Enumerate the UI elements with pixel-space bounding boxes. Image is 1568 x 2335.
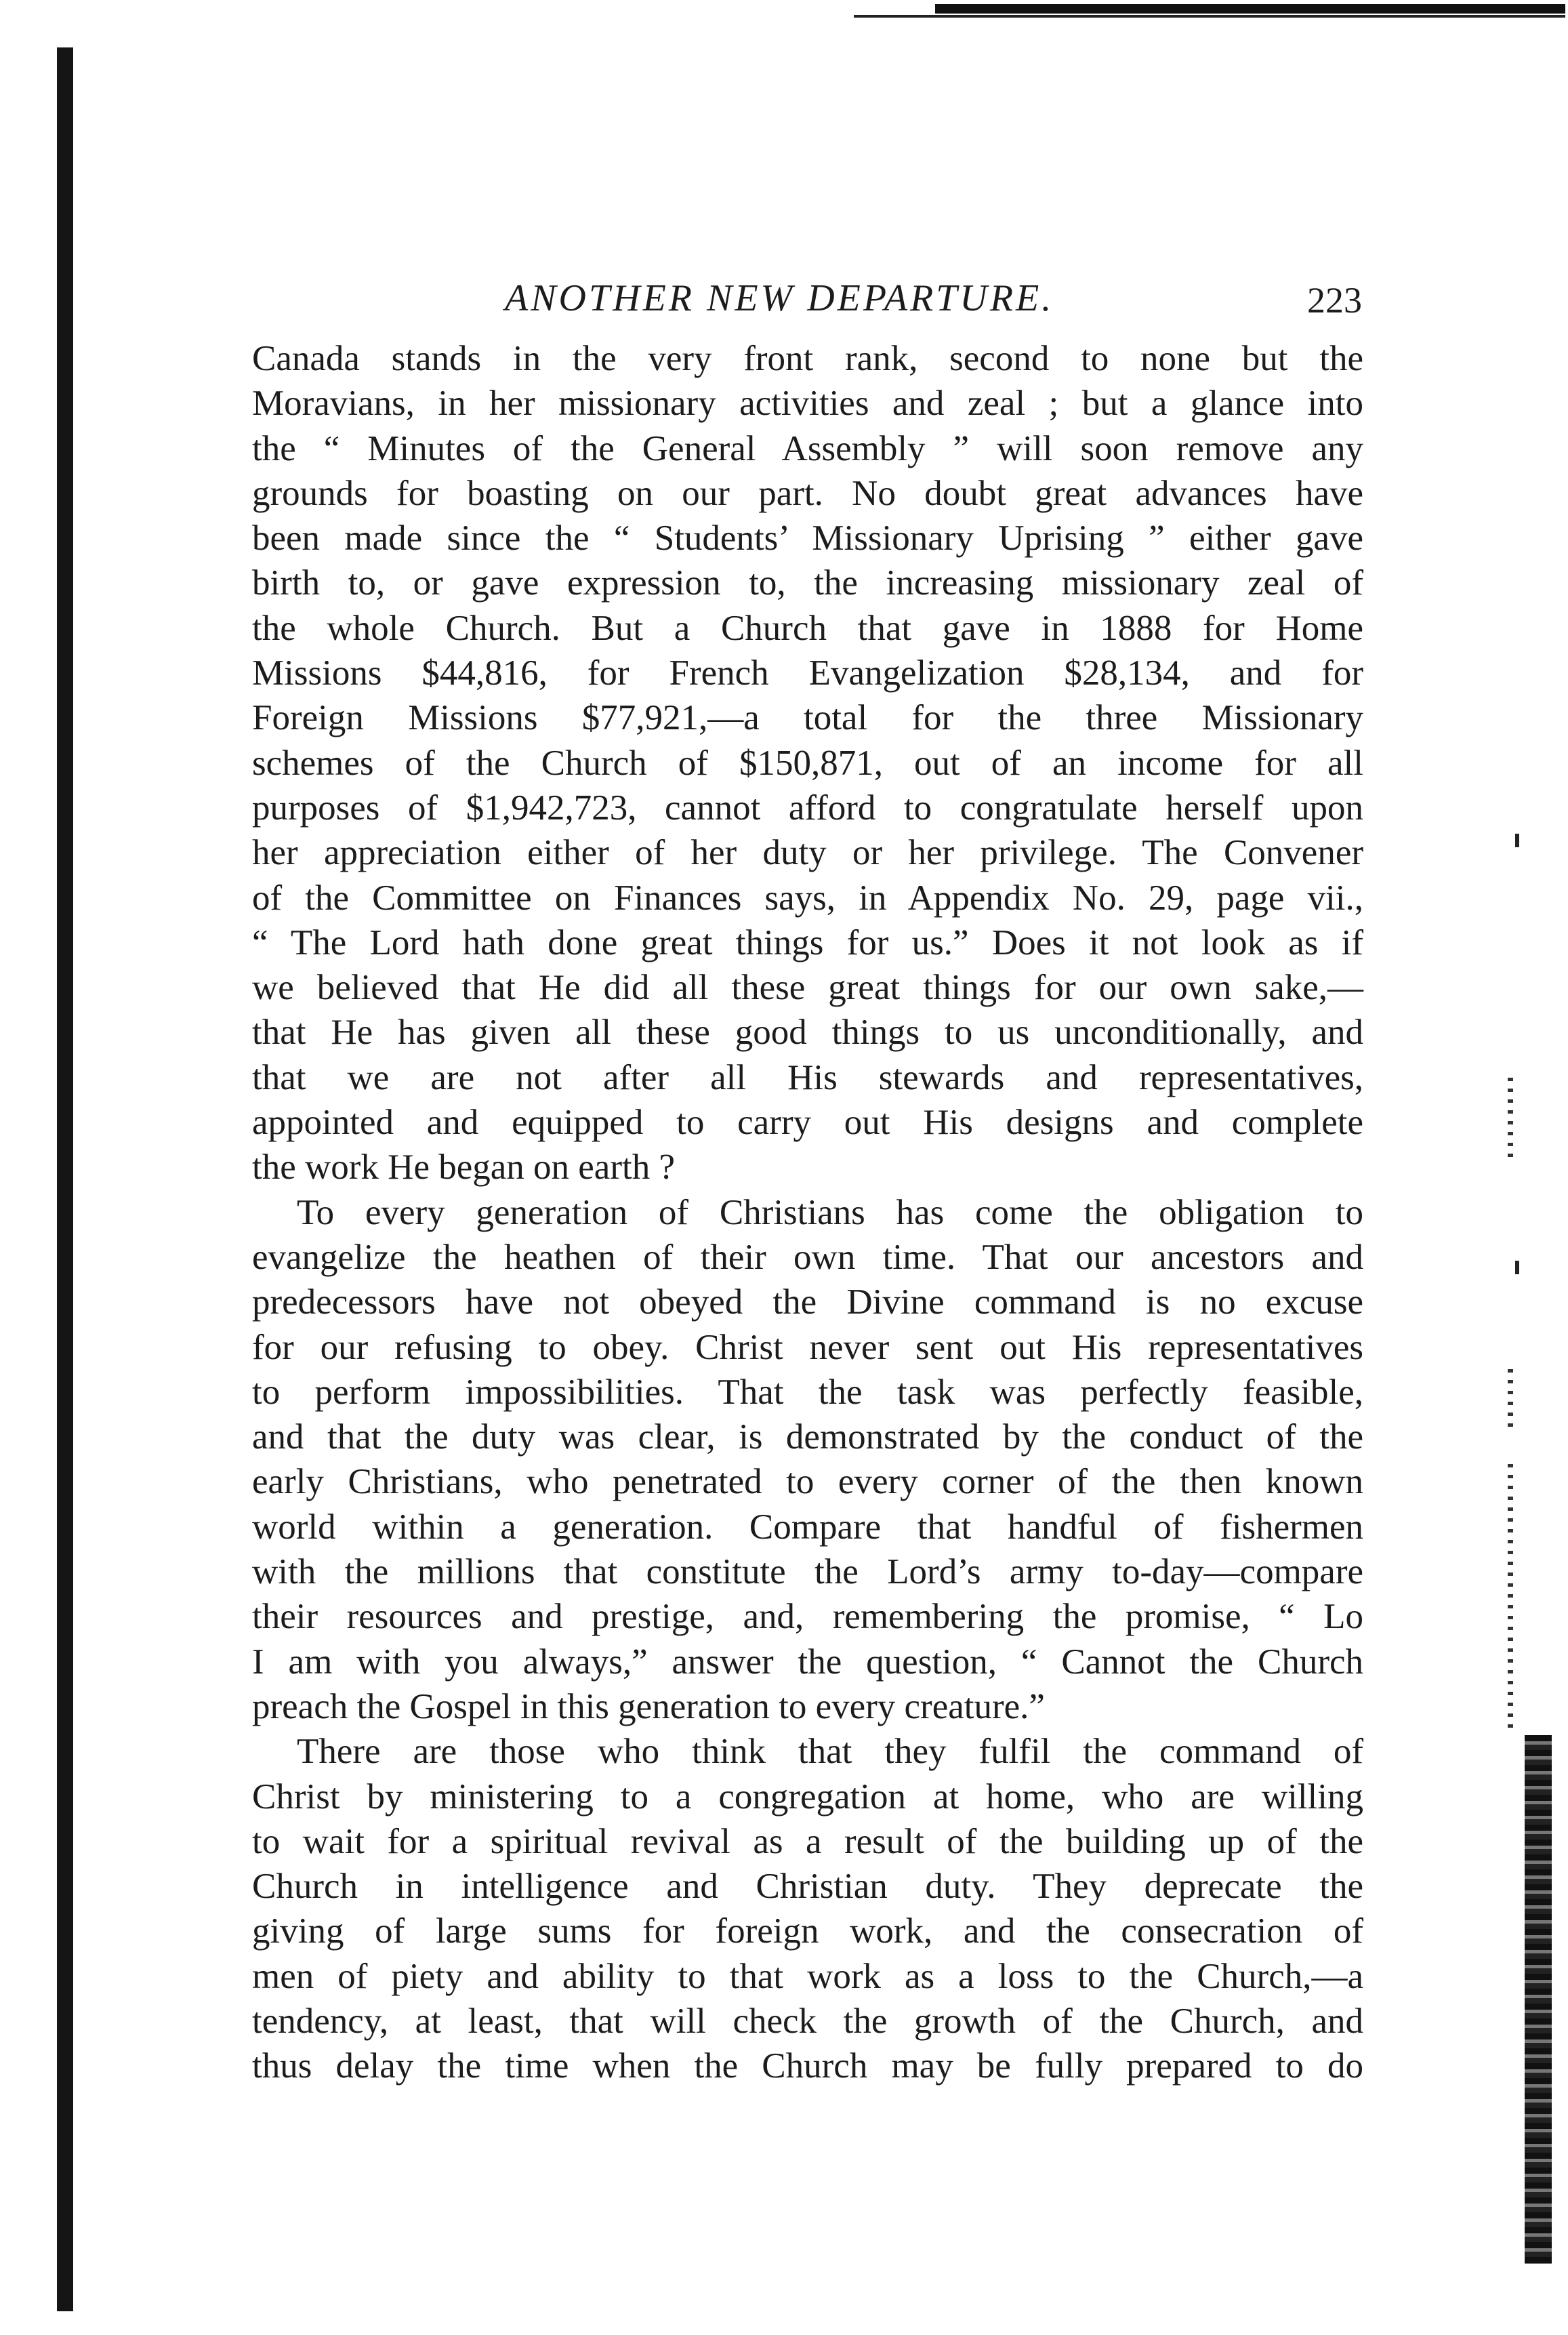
text-line: early Christians, who penetrated to every corner of the then known: [252, 1462, 1363, 1502]
page-number: 223: [1307, 280, 1362, 321]
text-line: “ The Lord hath done great things for us.” Does it not look as if: [252, 922, 1363, 962]
text-line: to wait for a spiritual revival as a result of the building up of the: [252, 1821, 1363, 1861]
text-line: their resources and prestige, and, remembering the promise, “ Lo: [252, 1597, 1363, 1637]
text-line: and that the duty was clear, is demonstrated by the conduct of the: [252, 1417, 1363, 1457]
text-line: thus delay the time when the Church may be fully prepared to do: [252, 2046, 1363, 2086]
text-line: for our refusing to obey. Christ never sent out His representatives: [252, 1327, 1363, 1367]
text-line: been made since the “ Students’ Missionary Uprising ” either gave: [252, 519, 1363, 559]
text-line: Moravians, in her missionary activities and zeal ; but a glance into: [252, 384, 1363, 424]
paragraph: [252, 1729, 1363, 2088]
text-line: evangelize the heathen of their own time. That our ancestors and: [252, 1237, 1363, 1277]
text-line: grounds for boasting on our part. No doubt great advances have: [252, 473, 1363, 513]
margin-speck-strip: [1525, 1735, 1552, 2264]
text-line: To every generation of Christians has come the obligation to: [297, 1192, 1363, 1232]
top-rule-thin: [854, 15, 1565, 18]
text-line: the whole Church. But a Church that gave in 1888 for Home: [252, 608, 1363, 648]
text-line: predecessors have not obeyed the Divine command is no excuse: [252, 1282, 1363, 1322]
running-head: [251, 277, 1362, 324]
margin-speck: [1508, 1369, 1513, 1430]
body-text: [252, 336, 1363, 2089]
paragraph: [252, 1190, 1363, 1730]
text-line: preach the Gospel in this generation to every creature.”: [252, 1686, 1045, 1726]
text-line: we believed that He did all these great things for our own sake,—: [252, 968, 1363, 1008]
running-title: ANOTHER NEW DEPARTURE.: [505, 277, 1054, 319]
text-line: Church in intelligence and Christian duty. They deprecate the: [252, 1867, 1363, 1907]
text-line: with the millions that constitute the Lord’s army to-day—compare: [252, 1552, 1363, 1592]
margin-speck: [1515, 1261, 1519, 1274]
text-line: appointed and equipped to carry out His designs and complete: [252, 1103, 1363, 1143]
text-line: that He has given all these good things to us unconditionally, and: [252, 1013, 1363, 1053]
text-line: to perform impossibilities. That the task was perfectly feasible,: [252, 1372, 1363, 1412]
margin-speck: [1508, 1464, 1513, 1735]
text-line: that we are not after all His stewards and representatives,: [252, 1057, 1363, 1097]
top-rule: [935, 4, 1565, 14]
text-line: her appreciation either of her duty or her privilege. The Convener: [252, 833, 1363, 873]
text-line: Missions $44,816, for French Evangelization $28,134, and for: [252, 653, 1363, 693]
text-line: There are those who think that they fulfil the command of: [297, 1732, 1363, 1772]
text-line: the “ Minutes of the General Assembly ” will soon remove any: [252, 428, 1363, 468]
text-line: Foreign Missions $77,921,—a total for the three Missionary: [252, 698, 1363, 738]
text-line: Christ by ministering to a congregation at home, who are willing: [252, 1776, 1363, 1816]
text-line: world within a generation. Compare that handful of fishermen: [252, 1507, 1363, 1547]
text-line: giving of large sums for foreign work, and the consecration of: [252, 1911, 1363, 1951]
text-line: purposes of $1,942,723, cannot afford to congratulate herself upon: [252, 788, 1363, 828]
margin-speck: [1508, 1078, 1513, 1159]
text-line: schemes of the Church of $150,871, out of an income for all: [252, 743, 1363, 783]
text-line: I am with you always,” answer the question, “ Cannot the Church: [252, 1642, 1363, 1682]
text-line: tendency, at least, that will check the growth of the Church, and: [252, 2001, 1363, 2041]
text-line: men of piety and ability to that work as a loss to the Church,—a: [252, 1956, 1363, 1996]
margin-speck: [1515, 834, 1519, 847]
text-line: of the Committee on Finances says, in Appendix No. 29, page vii.,: [252, 878, 1363, 918]
text-line: birth to, or gave expression to, the increasing missionary zeal of: [252, 563, 1363, 603]
paragraph: [252, 336, 1363, 1190]
text-line: Canada stands in the very front rank, second to none but the: [252, 339, 1363, 378]
text-line: the work He began on earth ?: [252, 1148, 675, 1187]
binding-edge-line: [57, 47, 73, 2311]
